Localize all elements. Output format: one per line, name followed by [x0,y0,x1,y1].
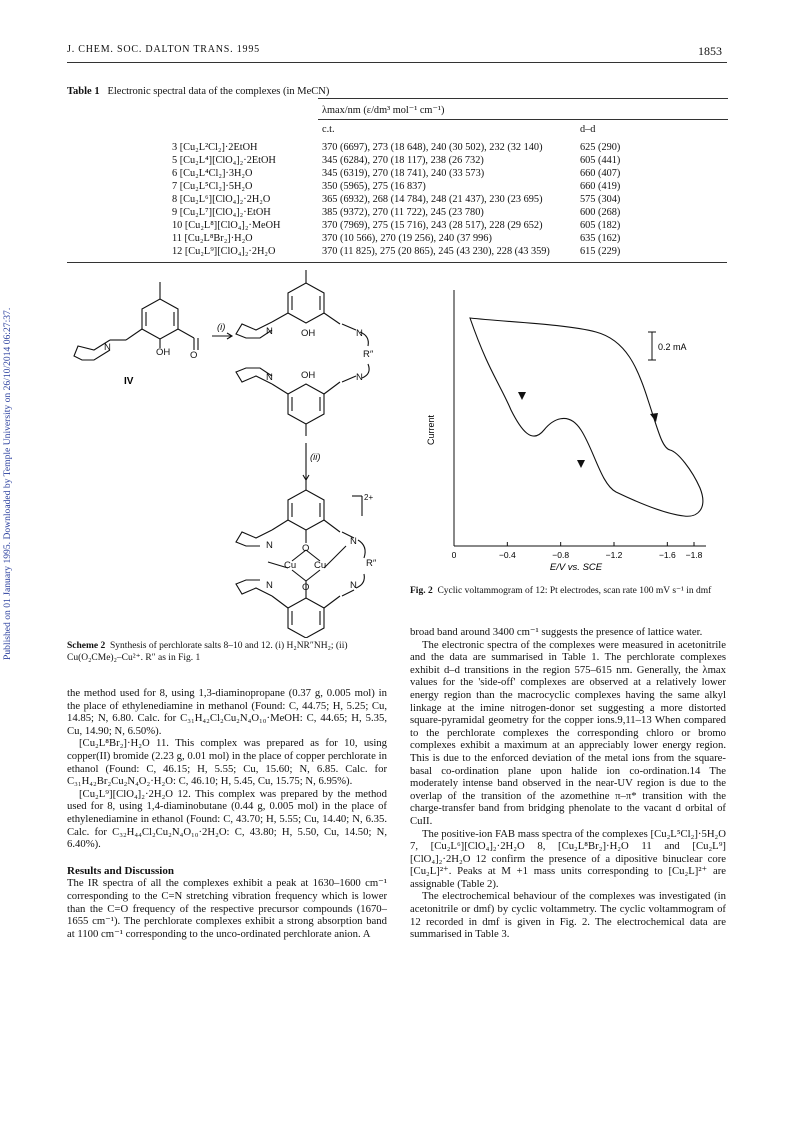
n-label: N [266,372,273,383]
scheme-caption-label: Scheme 2 [67,641,106,651]
cu-label: Cu [314,560,327,571]
table-cell-ct: 350 (5965), 275 (16 837) [322,181,426,192]
table-cell-dd: 660 (407) [580,168,621,179]
x-tick-label: −0.4 [498,550,516,560]
table-cell-complex: 5 [Cu₂L⁴][ClO₄]₂·2EtOH [172,155,276,166]
paragraph: [Cu₂L⁸Br₂]·H₂O 11. This complex was prepared as for 10, using copper(II) bromide (2.23 g, 0.01 mol) in the place of copper perchlorate in ethanol (Found: C, 46.15; H, 5.55; Cu, 15.60; N, 6.85. Calc. for C₃₁H₄₂Br₂Cu₂N₄O₂·H₂O: C, 46.10; H, 5.45, Cu, 15.75; N, 6.95%). [67,737,387,788]
x-axis-label: E/V vs. SCE [549,562,603,573]
table-col-ct: c.t. [322,124,335,135]
compound-iv-label: IV [124,376,134,387]
table-rule-mid [318,119,728,120]
table-cell-complex: 9 [Cu₂L⁷][ClO₄]₂·EtOH [172,207,271,218]
table-cell-ct: 370 (7969), 275 (15 716), 243 (28 517), 228 (29 652) [322,220,543,231]
right-column [410,626,726,941]
table-caption [67,86,329,97]
dicopper-complex [236,478,365,638]
table-cell-dd: 625 (290) [580,142,621,153]
table-row [0,155,792,168]
x-tick-label: 0 [451,550,457,560]
table-cell-ct: 370 (10 566), 270 (19 256), 240 (37 996) [322,233,492,244]
r2-label: R″ [366,558,377,569]
table-cell-dd: 575 (304) [580,194,621,205]
oh-label: OH [301,370,316,381]
paragraph: The electronic spectra of the complexes were measured in acetonitrile and the data are summarised in Table 1. The perchlorate complexes exhibit d–d transitions in the region 575–615 nm. Generally, the λmax values for the 'side-off' complexes are observed at a relatively lower energy region than the macrocyclic complexes having the same alkyl linkage at the imine nitrogen-donor set suggesting a more distorted square-pyramidal geometry for the copper ions.9,11–13 When compared to the perchlorate complexes the corresponding chloro or bromo complexes exhibit a maximum at an appreciably lower energy region. This is due to the enforced deviation of the metal ions from the square-basal co-ordination plane upon halide ion co-ordination.14 The moderately intense band observed in the near-UV region is due to the overlap of the transition of the azomethine π–π* transition with the charge-transfer band from bridging phenolate to the vacant d orbital of CuII. [410,638,726,827]
scheme-caption-text: Synthesis of perchlorate salts 8–10 and 12. (i) H₂NR″NH₂; (ii) Cu(O₂CMe)₂–Cu²⁺. R″ as in Fig. 1 [67,641,348,663]
table-label: Table 1 [67,86,100,97]
table-caption-text: Electronic spectral data of the complexes (in MeCN) [107,86,330,97]
cu-label: Cu [284,560,297,571]
scale-bar [648,332,687,360]
oh-label: OH [301,328,316,339]
n-label: N [356,328,363,339]
table-cell-complex: 7 [Cu₂L⁵Cl₂]·5H₂O [172,181,253,192]
table-row [0,168,792,181]
x-tick-label: −0.8 [552,550,570,560]
table-cell-dd: 605 (182) [580,220,621,231]
paragraph: broad band around 3400 cm⁻¹ suggests the presence of lattice water. [410,626,703,638]
table-unit-header: λmax/nm (ε/dm³ mol⁻¹ cm⁻¹) [322,105,445,116]
cv-direction-arrow [650,413,658,422]
table-row [0,181,792,194]
table-cell-dd: 660 (419) [580,181,621,192]
x-tick-label: −1.6 [658,550,676,560]
table-col-dd: d–d [580,124,596,135]
table-cell-dd: 635 (162) [580,233,621,244]
paragraph: [Cu₂L⁹][ClO₄]₂·2H₂O 12. This complex was prepared by the method used for 8, using 1,4-diaminobutane (0.44 g, 0.005 mol) in the place of ethylenediamine in ethanol (Found: C, 43.70; H, 5.55; Cu, 14.40; N, 6.35. Calc. for C₃₂H₄₄Cl₂Cu₂N₄O₁₀·2H₂O: C, 43.80; H, 5.50, Cu, 14.50; N, 6.40%). [67,787,387,851]
scale-bar-label: 0.2 mA [658,342,687,352]
n-label: N [356,372,363,383]
x-tick-label: −1.8 [685,550,703,560]
table-cell-complex: 10 [Cu₂L⁸][ClO₄]₂·MeOH [172,220,281,231]
table-cell-dd: 605 (441) [580,155,621,166]
journal-header: J. CHEM. SOC. DALTON TRANS. 1995 [67,44,260,55]
n-label: N [350,580,357,591]
section-heading: Results and Discussion [67,864,174,877]
header-rule [67,62,727,63]
schiff-base-intermediate [236,270,369,436]
table-cell-ct: 370 (6697), 273 (18 648), 240 (30 502), 232 (32 140) [322,142,543,153]
paragraph: The electrochemical behaviour of the complexes was investigated (in acetonitrile or dmf) by cyclic voltammetry. The cyclic voltammogram of 12 recorded in dmf is given in Fig. 2. The electrochemical data are summarised in Table 3. [410,890,726,941]
page-number: 1853 [698,44,722,58]
table-row [0,142,792,155]
step-i-label: (i) [217,322,226,333]
scheme-2-structures [60,268,390,638]
table-row [0,233,792,246]
table-row [0,246,792,259]
table-row [0,207,792,220]
n-label: N [266,326,273,337]
n-label: N [350,536,357,547]
paragraph: The positive-ion FAB mass spectra of the complexes [Cu₂L⁵Cl₂]·5H₂O 7, [Cu₂L⁶][ClO₄]₂·2H₂O 8, [Cu₂L⁸Br₂]·H₂O 11 and [Cu₂L⁹][ClO₄]₂·2H₂O 12 confirm the presence of a dipositive binuclear core [Cu₂L]²⁺. Peaks at M +1 mass units corresponding to [Cu₂L]²⁺ are assignable (Table 2). [410,827,726,890]
paragraph: The IR spectra of all the complexes exhibit a peak at 1630–1600 cm⁻¹ corresponding to the C=N stretching vibration frequency which is lower than the C=O frequency of the respective precursor compounds (1670–1655 cm⁻¹). The perchlorate complexes exhibit a strong absorption band at 1100 cm⁻¹ corresponding to the unco-ordinated perchlorate anion. A [67,877,387,940]
n-label: N [104,342,111,353]
table-cell-dd: 615 (229) [580,246,621,257]
o-label: O [302,582,310,593]
download-notice-text: Published on 01 January 1995. Downloaded by Temple University on 26/10/2014 06:27:37. [2,307,13,660]
n-label: N [266,580,273,591]
table-cell-complex: 3 [Cu₂L²Cl₂]·2EtOH [172,142,258,153]
table-cell-ct: 365 (6932), 268 (14 784), 248 (21 437), 230 (23 695) [322,194,543,205]
scheme-caption [67,641,387,664]
figure-caption [410,586,726,598]
table-cell-complex: 11 [Cu₂L⁸Br₂]·H₂O [172,233,253,244]
table-cell-dd: 600 (268) [580,207,621,218]
table-rule-bottom [67,262,727,263]
n-label: N [266,540,273,551]
oh-label: OH [156,347,171,358]
step-ii-label: (ii) [310,452,321,463]
table-cell-ct: 385 (9372), 270 (11 722), 245 (23 780) [322,207,484,218]
x-tick-label: −1.2 [605,550,623,560]
table-row [0,220,792,233]
table-row [0,194,792,207]
figure-caption-label: Fig. 2 [410,586,433,596]
compound-iv [74,282,198,360]
left-column [67,687,387,940]
table-cell-ct: 345 (6284), 270 (18 117), 238 (26 732) [322,155,484,166]
y-axis-label: Current [426,414,436,446]
cv-direction-arrow [577,460,585,468]
o-label: O [302,543,310,554]
charge-label: 2+ [364,493,374,502]
cv-direction-arrow [518,392,526,400]
cv-chart [426,280,726,580]
figure-caption-text: Cyclic voltammogram of 12: Pt electrodes, scan rate 100 mV s⁻¹ in dmf [437,586,712,596]
r2-label: R″ [363,349,374,360]
table-cell-ct: 370 (11 825), 275 (20 865), 245 (43 230), 228 (43 359) [322,246,550,257]
o-label: O [190,350,198,361]
table-cell-complex: 8 [Cu₂L⁶][ClO₄]₂·2H₂O [172,194,271,205]
table-cell-ct: 345 (6319), 270 (18 741), 240 (33 573) [322,168,485,179]
table-cell-complex: 6 [Cu₂L⁴Cl₂]·3H₂O [172,168,253,179]
table-rule-top [318,98,728,99]
table-cell-complex: 12 [Cu₂L⁹][ClO₄]₂·2H₂O [172,246,276,257]
paragraph: the method used for 8, using 1,3-diaminopropane (0.37 g, 0.005 mol) in the place of ethylenediamine in methanol (Found: C, 44.75; H, 5.25; Cu, 14.85; N, 6.80. Calc. for C₃₁H₄₂Cl₂Cu₂N₄O₁₀·MeOH: C, 44.65; H, 5.35, Cu, 14.90; N, 6.50%). [67,687,387,737]
